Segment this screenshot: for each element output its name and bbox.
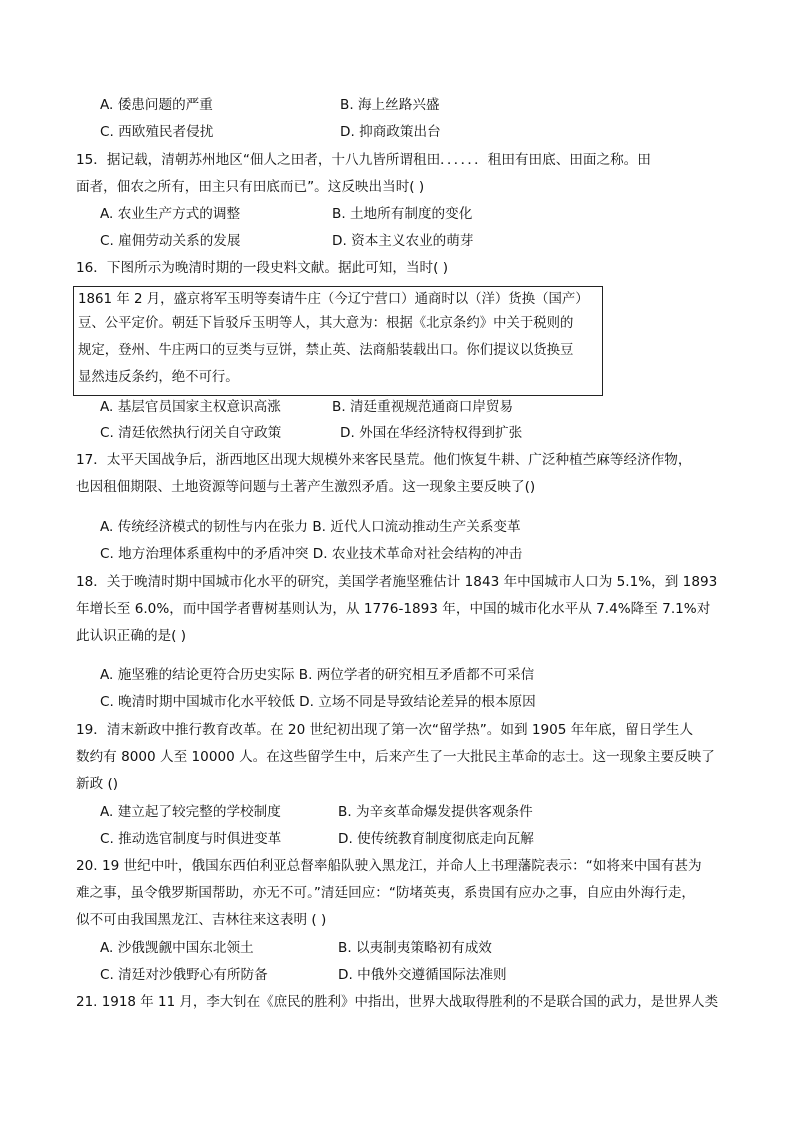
q20-option-c: C. 清廷对沙俄野心有所防备	[100, 967, 268, 983]
q15-stem-line2: 面者，佃农之所有，田主只有田底而已”。这反映出当时( )	[76, 179, 425, 195]
q15-option-d: D. 资本主义农业的萌芽	[332, 233, 474, 249]
q18-options-cd: C. 晚清时期中国城市化水平较低 D. 立场不同是导致结论差异的根本原因	[100, 694, 536, 710]
q21-stem-line1: 21. 1918 年 11 月，李大钊在《庶民的胜利》中指出，世界大战取得胜利的不是联合国的武力，是世界人类	[76, 994, 719, 1010]
q19-option-a: A. 建立起了较完整的学校制度	[100, 804, 281, 820]
q20-option-a: A. 沙俄觊觎中国东北领土	[100, 940, 254, 956]
q18-stem-line2: 年增长至 6.0%，而中国学者曹树基则认为，从 1776-1893 年，中国的城市化水平从 7.4%降至 7.1%对	[76, 601, 711, 617]
q15-option-b: B. 土地所有制度的变化	[332, 206, 473, 222]
q19-option-d: D. 使传统教育制度彻底走向瓦解	[338, 831, 534, 847]
q18-stem-line3: 此认识正确的是( )	[76, 628, 187, 644]
q14-option-c: C. 西欧殖民者侵扰	[100, 124, 214, 140]
q20-stem-line1: 20. 19 世纪中叶，俄国东西伯利亚总督率船队驶入黑龙江，并命人上书理藩院表示：“如将来中国有甚为	[76, 858, 702, 874]
q16-source-line4: 显然违反条约，绝不可行。	[78, 370, 239, 385]
q17-stem-line1: 17．太平天国战争后，浙西地区出现大规模外来客民垦荒。他们恢复牛耕、广泛种植苎麻等经济作物，	[76, 452, 692, 468]
q14-option-a: A. 倭患问题的严重	[100, 97, 213, 113]
q20-option-d: D. 中俄外交遵循国际法准则	[338, 967, 507, 983]
q16-source-line1: 1861 年 2 月，盛京将军玉明等奏请牛庄（今辽宁营口）通商时以（洋）货换（国产）	[78, 292, 589, 307]
q17-stem-line2: 也因租佃期限、土地资源等问题与土著产生激烈矛盾。这一现象主要反映了()	[76, 479, 536, 495]
q19-stem-line3: 新政 ()	[76, 776, 119, 792]
q19-stem-line2: 数约有 8000 人至 10000 人。在这些留学生中，后来产生了一大批民主革命的志士。这一现象主要反映了	[76, 749, 715, 765]
q15-option-c: C. 雇佣劳动关系的发展	[100, 233, 241, 249]
q14-option-b: B. 海上丝路兴盛	[340, 97, 440, 113]
q19-stem-line1: 19．清末新政中推行教育改革。在 20 世纪初出现了第一次“留学热”。如到 1905 年年底，留日学生人	[76, 722, 694, 738]
q20-stem-line3: 似不可由我国黑龙江、吉林往来这表明 ( )	[76, 912, 327, 928]
q16-option-c: C. 清廷依然执行闭关自守政策	[100, 425, 282, 441]
q19-option-b: B. 为辛亥革命爆发提供客观条件	[338, 804, 533, 820]
q17-options-ab: A. 传统经济模式的韧性与内在张力 B. 近代人口流动推动生产关系变革	[100, 519, 521, 535]
q17-options-cd: C. 地方治理体系重构中的矛盾冲突 D. 农业技术革命对社会结构的冲击	[100, 546, 523, 562]
q20-option-b: B. 以夷制夷策略初有成效	[338, 940, 492, 956]
q20-stem-line2: 难之事，虽令俄罗斯国帮助，亦无不可。”清廷回应：“防堵英夷，系贵国有应办之事，自应由外海行走，	[76, 885, 696, 901]
q16-source-line2: 豆、公平定价。朝廷下旨驳斥玉明等人，其大意为：根据《北京条约》中关于税则的	[78, 316, 574, 331]
q15-stem-line1: 15．据记载，清朝苏州地区“佃人之田者，十八九皆所谓租田．．．．．．租田有田底、田面之称。田	[76, 152, 651, 168]
q19-option-c: C. 推动选官制度与时俱进变革	[100, 831, 282, 847]
q18-options-ab: A. 施坚雅的结论更符合历史实际 B. 两位学者的研究相互矛盾都不可采信	[100, 667, 535, 683]
q16-option-d: D. 外国在华经济特权得到扩张	[340, 425, 523, 441]
q16-option-a: A. 基层官员国家主权意识高涨	[100, 399, 281, 415]
q16-source-line3: 规定，登州、牛庄两口的豆类与豆饼，禁止英、法商船装载出口。你们提议以货换豆	[78, 343, 574, 358]
q15-option-a: A. 农业生产方式的调整	[100, 206, 241, 222]
q18-stem-line1: 18．关于晚清时期中国城市化水平的研究，美国学者施坚雅估计 1843 年中国城市人口为 5.1%，到 1893	[76, 574, 718, 590]
q16-option-b: B. 清廷重视规范通商口岸贸易	[332, 399, 514, 415]
q16-stem: 16．下图所示为晚清时期的一段史料文献。据此可知，当时( )	[76, 260, 449, 276]
q14-option-d: D. 抑商政策出台	[340, 124, 441, 140]
